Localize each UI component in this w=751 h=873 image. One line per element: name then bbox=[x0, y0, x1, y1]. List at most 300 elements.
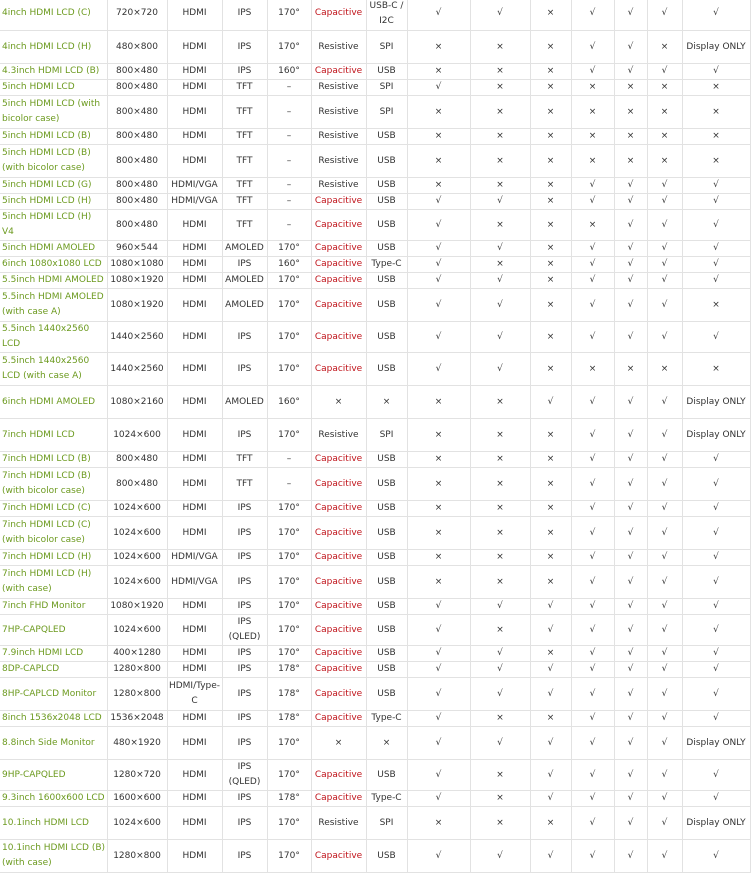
compat-3-cell: × bbox=[530, 96, 571, 129]
table-row bbox=[0, 257, 750, 273]
touch-interface-cell: USB bbox=[366, 550, 407, 566]
touch-interface-cell: USB bbox=[366, 468, 407, 501]
viewing-angle-cell: 170° bbox=[267, 0, 311, 31]
compat-5-cell: √ bbox=[614, 31, 647, 64]
compat-5-cell: √ bbox=[614, 210, 647, 241]
panel-type-cell: IPS bbox=[222, 646, 267, 662]
touch-interface-cell: × bbox=[366, 386, 407, 419]
compat-7-cell: √ bbox=[682, 468, 750, 501]
compat-5-cell: √ bbox=[614, 760, 647, 791]
compat-7-cell: Display ONLY bbox=[682, 31, 750, 64]
product-name-cell[interactable]: 7inch HDMI LCD (C) bbox=[0, 501, 107, 517]
resolution-cell: 1280×800 bbox=[107, 678, 167, 711]
compat-7-cell: √ bbox=[682, 501, 750, 517]
compat-1-cell: √ bbox=[407, 711, 470, 727]
touch-type-cell: Capacitive bbox=[311, 353, 366, 386]
compat-3-cell: × bbox=[530, 711, 571, 727]
compat-4-cell: × bbox=[571, 129, 614, 145]
table-row bbox=[0, 0, 750, 31]
compat-1-cell: × bbox=[407, 96, 470, 129]
product-name-cell[interactable]: 5.5inch 1440x2560 LCD (with case A) bbox=[0, 353, 107, 386]
compat-2-cell: × bbox=[470, 615, 530, 646]
compat-2-cell: √ bbox=[470, 353, 530, 386]
compat-1-cell: √ bbox=[407, 840, 470, 873]
touch-interface-cell: USB bbox=[366, 662, 407, 678]
touch-type-cell: Resistive bbox=[311, 145, 366, 178]
table-row bbox=[0, 353, 750, 386]
compat-1-cell: × bbox=[407, 452, 470, 468]
compat-2-cell: × bbox=[470, 468, 530, 501]
compat-3-cell: × bbox=[530, 194, 571, 210]
product-name-cell[interactable]: 5.5inch HDMI AMOLED bbox=[0, 273, 107, 289]
compat-3-cell: × bbox=[530, 80, 571, 96]
compat-5-cell: √ bbox=[614, 452, 647, 468]
compat-2-cell: √ bbox=[470, 727, 530, 760]
compat-2-cell: × bbox=[470, 760, 530, 791]
touch-type-cell: Capacitive bbox=[311, 289, 366, 322]
compat-7-cell: Display ONLY bbox=[682, 727, 750, 760]
compat-4-cell: √ bbox=[571, 322, 614, 353]
interface-cell: HDMI bbox=[167, 452, 222, 468]
product-name-cell[interactable]: 6inch 1080x1080 LCD bbox=[0, 257, 107, 273]
resolution-cell: 1080×1920 bbox=[107, 599, 167, 615]
compat-7-cell: √ bbox=[682, 241, 750, 257]
compat-5-cell: √ bbox=[614, 178, 647, 194]
resolution-cell: 800×480 bbox=[107, 129, 167, 145]
viewing-angle-cell: 170° bbox=[267, 31, 311, 64]
compat-4-cell: √ bbox=[571, 419, 614, 452]
resolution-cell: 480×800 bbox=[107, 31, 167, 64]
compat-1-cell: √ bbox=[407, 678, 470, 711]
panel-type-cell: IPS bbox=[222, 322, 267, 353]
compat-7-cell: √ bbox=[682, 178, 750, 194]
interface-cell: HDMI/Type-C bbox=[167, 678, 222, 711]
compat-6-cell: √ bbox=[647, 501, 682, 517]
product-name-cell[interactable]: 8.8inch Side Monitor bbox=[0, 727, 107, 760]
compat-5-cell: √ bbox=[614, 273, 647, 289]
compat-1-cell: × bbox=[407, 566, 470, 599]
touch-type-cell: Capacitive bbox=[311, 194, 366, 210]
resolution-cell: 800×480 bbox=[107, 194, 167, 210]
touch-interface-cell: USB bbox=[366, 566, 407, 599]
compat-2-cell: √ bbox=[470, 194, 530, 210]
interface-cell: HDMI bbox=[167, 807, 222, 840]
viewing-angle-cell: 178° bbox=[267, 791, 311, 807]
compat-4-cell: √ bbox=[571, 178, 614, 194]
table-row bbox=[0, 615, 750, 646]
panel-type-cell: TFT bbox=[222, 80, 267, 96]
product-name-cell[interactable]: 7HP-CAPQLED bbox=[0, 615, 107, 646]
compat-1-cell: √ bbox=[407, 646, 470, 662]
touch-interface-cell: USB bbox=[366, 646, 407, 662]
touch-type-cell: Resistive bbox=[311, 96, 366, 129]
compat-4-cell: √ bbox=[571, 194, 614, 210]
compat-6-cell: √ bbox=[647, 711, 682, 727]
resolution-cell: 800×480 bbox=[107, 64, 167, 80]
panel-type-cell: AMOLED bbox=[222, 273, 267, 289]
compat-6-cell: √ bbox=[647, 419, 682, 452]
table-row bbox=[0, 678, 750, 711]
product-name-cell[interactable]: 7inch HDMI LCD (C) (with bicolor case) bbox=[0, 517, 107, 550]
product-name-cell[interactable]: 5inch HDMI LCD (B) (with bicolor case) bbox=[0, 145, 107, 178]
compat-5-cell: × bbox=[614, 96, 647, 129]
touch-type-cell: Capacitive bbox=[311, 566, 366, 599]
touch-interface-cell: USB bbox=[366, 129, 407, 145]
compat-4-cell: × bbox=[571, 80, 614, 96]
table-row bbox=[0, 662, 750, 678]
compat-6-cell: × bbox=[647, 129, 682, 145]
compat-4-cell: √ bbox=[571, 727, 614, 760]
compat-6-cell: √ bbox=[647, 257, 682, 273]
product-name-cell[interactable]: 5inch HDMI LCD (G) bbox=[0, 178, 107, 194]
interface-cell: HDMI bbox=[167, 840, 222, 873]
compat-4-cell: √ bbox=[571, 468, 614, 501]
viewing-angle-cell: 160° bbox=[267, 257, 311, 273]
panel-type-cell: AMOLED bbox=[222, 289, 267, 322]
interface-cell: HDMI bbox=[167, 145, 222, 178]
compat-6-cell: √ bbox=[647, 727, 682, 760]
interface-cell: HDMI bbox=[167, 273, 222, 289]
table-row bbox=[0, 550, 750, 566]
compat-6-cell: × bbox=[647, 31, 682, 64]
compat-3-cell: √ bbox=[530, 760, 571, 791]
compat-5-cell: × bbox=[614, 80, 647, 96]
touch-type-cell: Capacitive bbox=[311, 64, 366, 80]
compat-6-cell: √ bbox=[647, 615, 682, 646]
table-row bbox=[0, 807, 750, 840]
resolution-cell: 1024×600 bbox=[107, 566, 167, 599]
table-row bbox=[0, 727, 750, 760]
product-name-cell[interactable]: 7inch HDMI LCD (H) bbox=[0, 550, 107, 566]
interface-cell: HDMI bbox=[167, 662, 222, 678]
touch-type-cell: Capacitive bbox=[311, 273, 366, 289]
touch-interface-cell: SPI bbox=[366, 419, 407, 452]
product-name-cell[interactable]: 8DP-CAPLCD bbox=[0, 662, 107, 678]
resolution-cell: 1080×1080 bbox=[107, 257, 167, 273]
panel-type-cell: IPS bbox=[222, 550, 267, 566]
compat-5-cell: √ bbox=[614, 386, 647, 419]
product-name-cell[interactable]: 7inch HDMI LCD (B) (with bicolor case) bbox=[0, 468, 107, 501]
viewing-angle-cell: 170° bbox=[267, 599, 311, 615]
compat-4-cell: √ bbox=[571, 0, 614, 31]
compat-4-cell: √ bbox=[571, 566, 614, 599]
touch-type-cell: Resistive bbox=[311, 807, 366, 840]
resolution-cell: 800×480 bbox=[107, 80, 167, 96]
compat-5-cell: √ bbox=[614, 807, 647, 840]
compat-3-cell: × bbox=[530, 145, 571, 178]
table-row bbox=[0, 840, 750, 873]
viewing-angle-cell: 160° bbox=[267, 64, 311, 80]
interface-cell: HDMI bbox=[167, 289, 222, 322]
interface-cell: HDMI bbox=[167, 353, 222, 386]
touch-type-cell: Capacitive bbox=[311, 678, 366, 711]
resolution-cell: 1024×600 bbox=[107, 807, 167, 840]
viewing-angle-cell: – bbox=[267, 468, 311, 501]
product-name-cell[interactable]: 8HP-CAPLCD Monitor bbox=[0, 678, 107, 711]
compat-4-cell: × bbox=[571, 96, 614, 129]
compat-5-cell: √ bbox=[614, 257, 647, 273]
product-name-cell[interactable]: 6inch HDMI AMOLED bbox=[0, 386, 107, 419]
interface-cell: HDMI bbox=[167, 64, 222, 80]
touch-interface-cell: USB bbox=[366, 452, 407, 468]
compat-5-cell: √ bbox=[614, 517, 647, 550]
panel-type-cell: TFT bbox=[222, 129, 267, 145]
interface-cell: HDMI bbox=[167, 501, 222, 517]
compat-7-cell: √ bbox=[682, 452, 750, 468]
compat-4-cell: √ bbox=[571, 791, 614, 807]
touch-interface-cell: USB bbox=[366, 178, 407, 194]
interface-cell: HDMI bbox=[167, 241, 222, 257]
compat-6-cell: √ bbox=[647, 517, 682, 550]
touch-interface-cell: SPI bbox=[366, 31, 407, 64]
compat-7-cell: √ bbox=[682, 840, 750, 873]
compat-7-cell: √ bbox=[682, 273, 750, 289]
compat-3-cell: × bbox=[530, 353, 571, 386]
product-name-cell[interactable]: 5inch HDMI LCD (B) bbox=[0, 129, 107, 145]
compat-7-cell: √ bbox=[682, 194, 750, 210]
compat-7-cell: Display ONLY bbox=[682, 386, 750, 419]
interface-cell: HDMI bbox=[167, 257, 222, 273]
touch-interface-cell: USB-C / I2C bbox=[366, 0, 407, 31]
compat-3-cell: √ bbox=[530, 599, 571, 615]
product-name-cell[interactable]: 5.5inch HDMI AMOLED (with case A) bbox=[0, 289, 107, 322]
interface-cell: HDMI bbox=[167, 322, 222, 353]
compat-7-cell: √ bbox=[682, 64, 750, 80]
compat-1-cell: × bbox=[407, 468, 470, 501]
compat-5-cell: √ bbox=[614, 64, 647, 80]
compat-3-cell: × bbox=[530, 257, 571, 273]
compat-3-cell: × bbox=[530, 129, 571, 145]
compat-1-cell: × bbox=[407, 517, 470, 550]
touch-interface-cell: × bbox=[366, 727, 407, 760]
touch-type-cell: Capacitive bbox=[311, 257, 366, 273]
product-name-cell[interactable]: 7inch HDMI LCD (H) (with case) bbox=[0, 566, 107, 599]
compat-6-cell: √ bbox=[647, 0, 682, 31]
panel-type-cell: IPS bbox=[222, 662, 267, 678]
compat-5-cell: × bbox=[614, 353, 647, 386]
product-name-cell[interactable]: 5inch HDMI LCD (with bicolor case) bbox=[0, 96, 107, 129]
compat-1-cell: × bbox=[407, 31, 470, 64]
compat-1-cell: √ bbox=[407, 273, 470, 289]
compat-4-cell: √ bbox=[571, 386, 614, 419]
compat-5-cell: √ bbox=[614, 468, 647, 501]
panel-type-cell: IPS bbox=[222, 711, 267, 727]
compat-1-cell: × bbox=[407, 501, 470, 517]
compat-5-cell: √ bbox=[614, 791, 647, 807]
viewing-angle-cell: 170° bbox=[267, 419, 311, 452]
table-row bbox=[0, 452, 750, 468]
compat-1-cell: √ bbox=[407, 80, 470, 96]
product-name-cell[interactable]: 4inch HDMI LCD (H) bbox=[0, 31, 107, 64]
table-row bbox=[0, 145, 750, 178]
compat-7-cell: √ bbox=[682, 566, 750, 599]
touch-type-cell: Capacitive bbox=[311, 599, 366, 615]
compat-7-cell: √ bbox=[682, 550, 750, 566]
interface-cell: HDMI bbox=[167, 31, 222, 64]
touch-type-cell: Capacitive bbox=[311, 662, 366, 678]
resolution-cell: 1080×2160 bbox=[107, 386, 167, 419]
compat-6-cell: √ bbox=[647, 178, 682, 194]
panel-type-cell: TFT bbox=[222, 468, 267, 501]
touch-type-cell: Resistive bbox=[311, 419, 366, 452]
compat-7-cell: √ bbox=[682, 662, 750, 678]
compat-1-cell: √ bbox=[407, 0, 470, 31]
viewing-angle-cell: 178° bbox=[267, 711, 311, 727]
touch-interface-cell: USB bbox=[366, 501, 407, 517]
compat-5-cell: √ bbox=[614, 322, 647, 353]
compat-2-cell: × bbox=[470, 711, 530, 727]
viewing-angle-cell: – bbox=[267, 129, 311, 145]
resolution-cell: 1024×600 bbox=[107, 550, 167, 566]
compat-2-cell: × bbox=[470, 550, 530, 566]
compat-1-cell: √ bbox=[407, 257, 470, 273]
compat-1-cell: √ bbox=[407, 322, 470, 353]
viewing-angle-cell: 178° bbox=[267, 678, 311, 711]
compat-2-cell: √ bbox=[470, 840, 530, 873]
compat-7-cell: Display ONLY bbox=[682, 807, 750, 840]
compat-2-cell: × bbox=[470, 452, 530, 468]
compat-5-cell: √ bbox=[614, 599, 647, 615]
compat-3-cell: × bbox=[530, 322, 571, 353]
panel-type-cell: TFT bbox=[222, 194, 267, 210]
resolution-cell: 1024×600 bbox=[107, 615, 167, 646]
product-name-cell[interactable]: 4.3inch HDMI LCD (B) bbox=[0, 64, 107, 80]
compat-4-cell: √ bbox=[571, 840, 614, 873]
viewing-angle-cell: – bbox=[267, 80, 311, 96]
product-name-cell[interactable]: 7inch HDMI LCD (B) bbox=[0, 452, 107, 468]
viewing-angle-cell: – bbox=[267, 194, 311, 210]
compat-6-cell: √ bbox=[647, 678, 682, 711]
compat-6-cell: √ bbox=[647, 194, 682, 210]
interface-cell: HDMI bbox=[167, 386, 222, 419]
product-name-cell[interactable]: 5inch HDMI LCD bbox=[0, 80, 107, 96]
product-name-cell[interactable]: 10.1inch HDMI LCD bbox=[0, 807, 107, 840]
compat-2-cell: × bbox=[470, 517, 530, 550]
table-row bbox=[0, 289, 750, 322]
compat-2-cell: × bbox=[470, 145, 530, 178]
compat-4-cell: √ bbox=[571, 501, 614, 517]
compat-3-cell: √ bbox=[530, 791, 571, 807]
resolution-cell: 400×1280 bbox=[107, 646, 167, 662]
compat-1-cell: √ bbox=[407, 662, 470, 678]
compat-1-cell: √ bbox=[407, 727, 470, 760]
product-name-cell[interactable]: 7inch HDMI LCD bbox=[0, 419, 107, 452]
compat-2-cell: √ bbox=[470, 241, 530, 257]
compat-7-cell: √ bbox=[682, 615, 750, 646]
interface-cell: HDMI bbox=[167, 791, 222, 807]
panel-type-cell: IPS (QLED) bbox=[222, 760, 267, 791]
compat-7-cell: √ bbox=[682, 678, 750, 711]
compat-5-cell: √ bbox=[614, 711, 647, 727]
table-row bbox=[0, 711, 750, 727]
resolution-cell: 1280×800 bbox=[107, 662, 167, 678]
panel-type-cell: IPS bbox=[222, 678, 267, 711]
touch-interface-cell: Type-C bbox=[366, 257, 407, 273]
product-name-cell[interactable]: 9.3inch 1600x600 LCD bbox=[0, 791, 107, 807]
panel-type-cell: IPS bbox=[222, 31, 267, 64]
compat-2-cell: √ bbox=[470, 273, 530, 289]
compat-1-cell: × bbox=[407, 64, 470, 80]
compat-5-cell: √ bbox=[614, 566, 647, 599]
compat-4-cell: √ bbox=[571, 678, 614, 711]
panel-type-cell: IPS (QLED) bbox=[222, 615, 267, 646]
table-row bbox=[0, 210, 750, 241]
touch-type-cell: Capacitive bbox=[311, 550, 366, 566]
product-name-cell[interactable]: 9HP-CAPQLED bbox=[0, 760, 107, 791]
panel-type-cell: IPS bbox=[222, 807, 267, 840]
compat-2-cell: × bbox=[470, 419, 530, 452]
compat-3-cell: × bbox=[530, 807, 571, 840]
compat-2-cell: √ bbox=[470, 0, 530, 31]
product-name-cell[interactable]: 7.9inch HDMI LCD bbox=[0, 646, 107, 662]
compat-4-cell: √ bbox=[571, 599, 614, 615]
compat-4-cell: √ bbox=[571, 615, 614, 646]
product-name-cell[interactable]: 5inch HDMI LCD (H) bbox=[0, 194, 107, 210]
compat-2-cell: × bbox=[470, 178, 530, 194]
resolution-cell: 1024×600 bbox=[107, 419, 167, 452]
compat-7-cell: √ bbox=[682, 646, 750, 662]
compat-4-cell: √ bbox=[571, 662, 614, 678]
resolution-cell: 800×480 bbox=[107, 96, 167, 129]
compat-1-cell: × bbox=[407, 145, 470, 178]
compat-7-cell: × bbox=[682, 145, 750, 178]
compat-6-cell: √ bbox=[647, 64, 682, 80]
product-name-cell[interactable]: 5inch HDMI AMOLED bbox=[0, 241, 107, 257]
compat-2-cell: √ bbox=[470, 678, 530, 711]
compat-1-cell: √ bbox=[407, 615, 470, 646]
touch-type-cell: Capacitive bbox=[311, 646, 366, 662]
touch-interface-cell: USB bbox=[366, 322, 407, 353]
interface-cell: HDMI bbox=[167, 727, 222, 760]
product-name-cell[interactable]: 7inch FHD Monitor bbox=[0, 599, 107, 615]
viewing-angle-cell: 160° bbox=[267, 386, 311, 419]
compat-7-cell: × bbox=[682, 353, 750, 386]
touch-type-cell: × bbox=[311, 727, 366, 760]
compat-7-cell: √ bbox=[682, 791, 750, 807]
resolution-cell: 1080×1920 bbox=[107, 289, 167, 322]
compat-7-cell: √ bbox=[682, 517, 750, 550]
product-name-cell[interactable]: 4inch HDMI LCD (C) bbox=[0, 0, 107, 31]
resolution-cell: 960×544 bbox=[107, 241, 167, 257]
compat-1-cell: × bbox=[407, 550, 470, 566]
touch-type-cell: Resistive bbox=[311, 129, 366, 145]
product-name-cell[interactable]: 10.1inch HDMI LCD (B) (with case) bbox=[0, 840, 107, 873]
product-name-cell[interactable]: 5.5inch 1440x2560 LCD bbox=[0, 322, 107, 353]
compat-4-cell: √ bbox=[571, 241, 614, 257]
compat-1-cell: × bbox=[407, 386, 470, 419]
compat-5-cell: √ bbox=[614, 727, 647, 760]
viewing-angle-cell: 170° bbox=[267, 353, 311, 386]
compat-1-cell: √ bbox=[407, 353, 470, 386]
resolution-cell: 800×480 bbox=[107, 210, 167, 241]
compat-3-cell: √ bbox=[530, 386, 571, 419]
viewing-angle-cell: 170° bbox=[267, 646, 311, 662]
panel-type-cell: IPS bbox=[222, 0, 267, 31]
compat-3-cell: × bbox=[530, 210, 571, 241]
panel-type-cell: IPS bbox=[222, 501, 267, 517]
product-name-cell[interactable]: 8inch 1536x2048 LCD bbox=[0, 711, 107, 727]
panel-type-cell: IPS bbox=[222, 791, 267, 807]
compat-2-cell: × bbox=[470, 501, 530, 517]
panel-type-cell: AMOLED bbox=[222, 386, 267, 419]
touch-interface-cell: USB bbox=[366, 273, 407, 289]
touch-type-cell: Capacitive bbox=[311, 468, 366, 501]
viewing-angle-cell: 170° bbox=[267, 273, 311, 289]
compat-3-cell: × bbox=[530, 0, 571, 31]
compat-3-cell: × bbox=[530, 273, 571, 289]
product-name-cell[interactable]: 5inch HDMI LCD (H) V4 bbox=[0, 210, 107, 241]
compat-1-cell: × bbox=[407, 419, 470, 452]
